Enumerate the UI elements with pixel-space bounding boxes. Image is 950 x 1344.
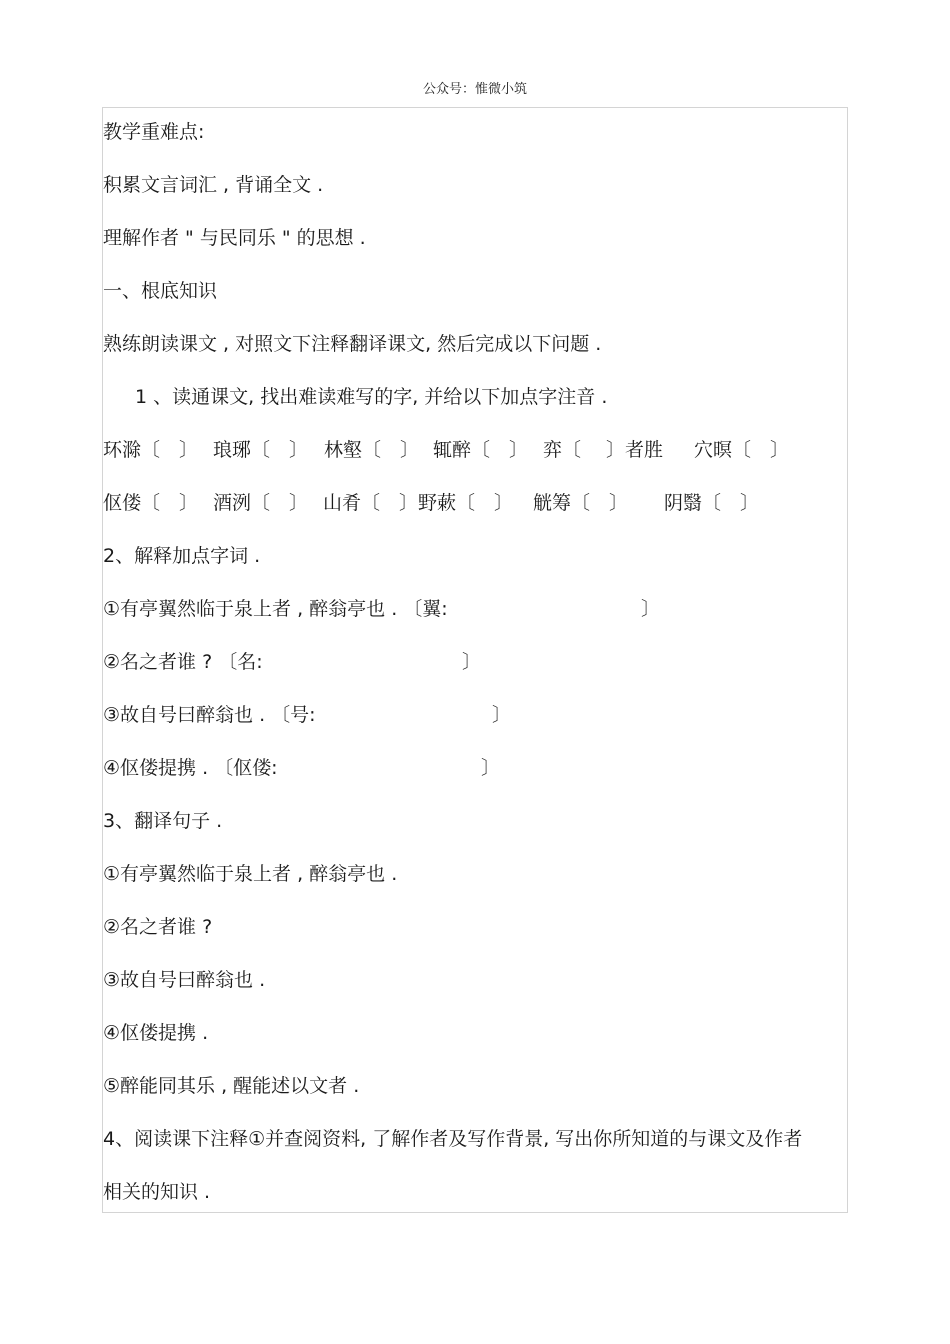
pinyin-item: 伛偻〔 〕 (103, 492, 199, 514)
teaching-focus-heading: 教学重难点: (103, 121, 205, 143)
focus-item-1: 积累文言词汇 , 背诵全文 . (103, 174, 324, 196)
question-2: 2、解释加点字词 . (103, 545, 261, 567)
page-header: 公众号：惟微小筑 (422, 82, 527, 97)
pinyin-item: 琅琊〔 〕 (213, 439, 309, 461)
translate-item-5: ⑤醉能同其乐 , 醒能述以文者 . (103, 1075, 360, 1097)
focus-item-2: 理解作者 " 与民同乐 " 的思想 . (103, 227, 366, 249)
pinyin-item: 环滁〔 〕 (103, 439, 199, 461)
pinyin-item: 弈〔 〕者胜 (543, 439, 664, 461)
pinyin-item: 林壑〔 〕 (324, 439, 420, 461)
answer-blank-close: 〕 (641, 598, 661, 620)
word-item-3: ③故自号曰醉翁也 . 〔号: (103, 704, 316, 726)
question-4-cont: 相关的知识 . (103, 1181, 211, 1203)
translate-item-2: ②名之者谁 ? (103, 916, 213, 938)
pinyin-item: 觥筹〔 〕 (533, 492, 629, 514)
question-1: 1 、读通课文, 找出难读难写的字, 并给以下加点字注音 . (135, 386, 608, 408)
translate-item-3: ③故自号曰醉翁也 . (103, 969, 266, 991)
pinyin-item: 酒洌〔 〕 (213, 492, 309, 514)
section-heading: 一、根底知识 (103, 280, 218, 302)
pinyin-row-2 (103, 489, 760, 517)
answer-blank-close: 〕 (481, 757, 501, 779)
instruction-text: 熟练朗读课文 , 对照文下注释翻译课文, 然后完成以下问题 . (103, 333, 602, 355)
pinyin-item: 穴暝〔 〕 (694, 439, 790, 461)
translate-item-4: ④伛偻提携 . (103, 1022, 209, 1044)
pinyin-item: 辄醉〔 〕 (433, 439, 529, 461)
pinyin-item: 山肴〔 〕野蔌〔 〕 (323, 492, 514, 514)
answer-blank-close: 〕 (492, 704, 512, 726)
word-item-4: ④伛偻提携 . 〔伛偻: (103, 757, 278, 779)
word-item-2: ②名之者谁 ? 〔名: (103, 651, 263, 673)
translate-item-1: ①有亭翼然临于泉上者 , 醉翁亭也 . (103, 863, 398, 885)
question-4: 4、阅读课下注释①并查阅资料, 了解作者及写作背景, 写出你所知道的与课文及作者 (103, 1128, 803, 1150)
word-item-1: ①有亭翼然临于泉上者 , 醉翁亭也 . 〔翼: (103, 598, 448, 620)
answer-blank-close: 〕 (462, 651, 482, 673)
question-3: 3、翻译句子 . (103, 810, 223, 832)
pinyin-item: 阴翳〔 〕 (664, 492, 760, 514)
pinyin-row-1 (103, 436, 790, 464)
